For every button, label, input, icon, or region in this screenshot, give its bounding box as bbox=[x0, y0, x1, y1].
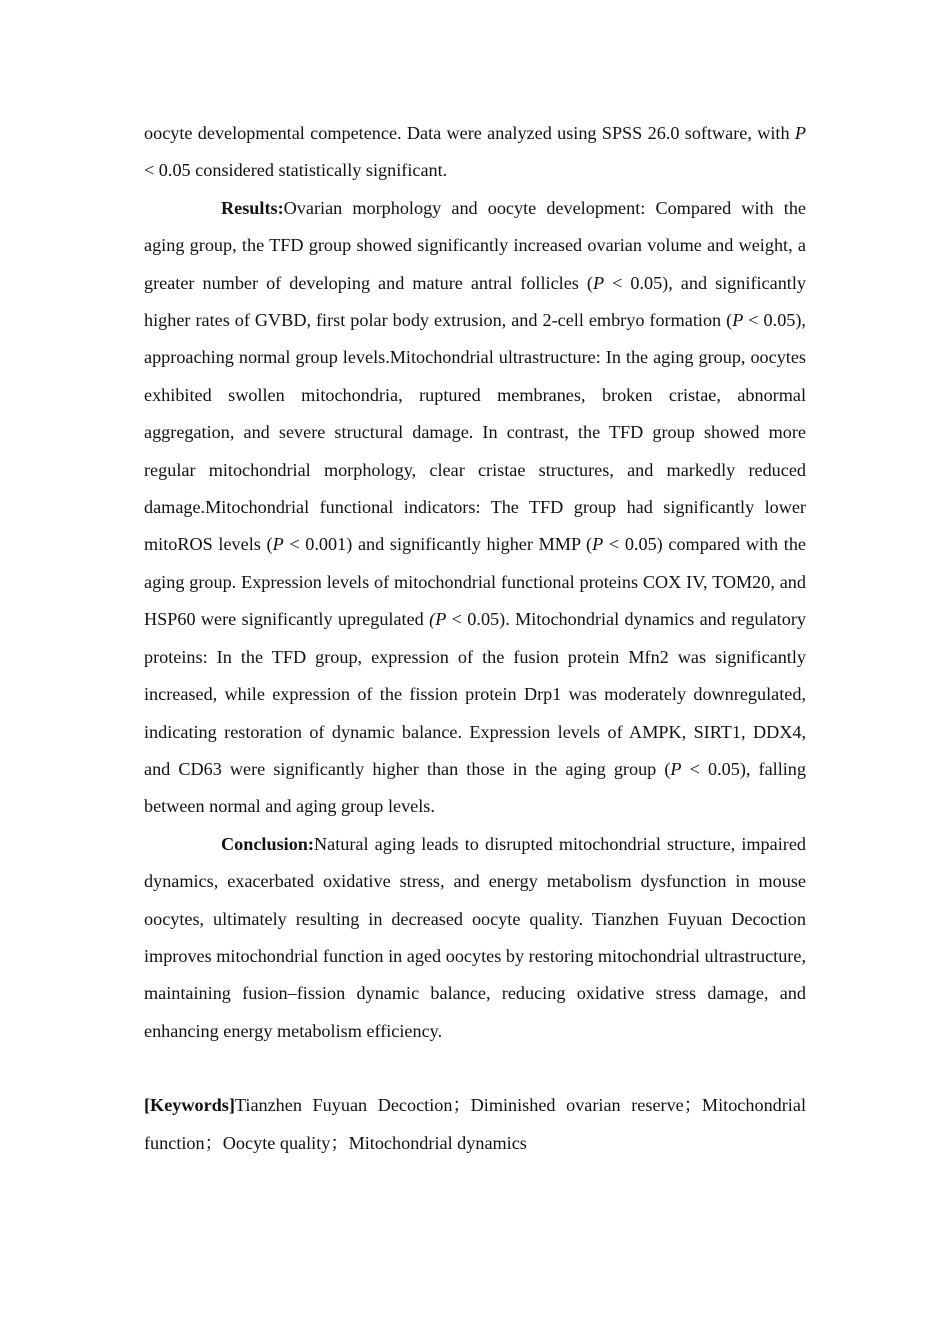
p-value-symbol: P bbox=[794, 123, 806, 143]
keywords-label: [Keywords] bbox=[144, 1095, 235, 1116]
p-value-symbol: P bbox=[592, 272, 605, 293]
results-text-7: < 0.05), falling between normal and aging group levels. bbox=[144, 758, 806, 817]
methods-text-1: oocyte developmental competence. Data were analyzed using SPSS 26.0 software, with bbox=[144, 123, 795, 143]
results-label: Results: bbox=[221, 197, 284, 218]
keywords-text: Tianzhen Fuyuan Decoction；Diminished ovarian reserve；Mitochondrial function；Oocyte quality；Mitochondrial dynamics bbox=[144, 1095, 806, 1153]
results-text-5: < 0.05) compared with the aging group. Expression levels of mitochondrial functional proteins COX IV, TOM20, and HSP60 were significantly upregulated bbox=[144, 534, 806, 630]
paper-body bbox=[144, 115, 806, 1162]
p-value-symbol: P bbox=[592, 534, 604, 555]
keywords-paragraph bbox=[144, 1087, 806, 1162]
conclusion-label: Conclusion: bbox=[221, 833, 314, 854]
conclusion-paragraph bbox=[144, 826, 806, 1050]
results-text-6: < 0.05). Mitochondrial dynamics and regulatory proteins: In the TFD group, expression of the fusion protein Mfn2 was significantly increased, while expression of the fission protein Drp1 was moderately downregulated, indicating restoration of dynamic balance. Expression levels of AMPK, SIRT1, DDX4, and CD63 were significantly higher than those in the aging group ( bbox=[144, 609, 806, 779]
p-value-symbol: P bbox=[670, 758, 682, 779]
results-text-4: < 0.001) and significantly higher MMP ( bbox=[283, 534, 593, 555]
results-text-1: Ovarian morphology and oocyte development: Compared with the aging group, the TFD group showed significantly increased ovarian volume and weight, a greater number of developing and mature antral follicles ( bbox=[144, 197, 806, 293]
p-value-symbol: (P bbox=[429, 609, 447, 630]
methods-text-2: < 0.05 considered statistically significant. bbox=[144, 160, 448, 181]
methods-paragraph-tail bbox=[144, 115, 806, 190]
results-paragraph bbox=[144, 190, 806, 826]
p-value-symbol: P bbox=[732, 310, 744, 331]
results-text-3: < 0.05), approaching normal group levels.Mitochondrial ultrastructure: In the aging group, oocytes exhibited swollen mitochondria, ruptured membranes, broken cristae, abnormal aggregation, and severe structural damage. In contrast, the TFD group showed more regular mitochondrial morphology, clear cristae structures, and markedly reduced damage.Mitochondrial functional indicators: The TFD group had significantly lower mitoROS levels ( bbox=[144, 310, 806, 555]
results-text-2: < 0.05), and significantly higher rates of GVBD, first polar body extrusion, and 2-cell embryo formation ( bbox=[144, 272, 806, 331]
p-value-symbol: P bbox=[272, 534, 284, 555]
conclusion-text: Natural aging leads to disrupted mitochondrial structure, impaired dynamics, exacerbated oxidative stress, and energy metabolism dysfunction in mouse oocytes, ultimately resulting in decreased oocyte quality. Tianzhen Fuyuan Decoction improves mitochondrial function in aged oocytes by restoring mitochondrial ultrastructure, maintaining fusion–fission dynamic balance, reducing oxidative stress damage, and enhancing energy metabolism efficiency. bbox=[144, 833, 806, 1041]
